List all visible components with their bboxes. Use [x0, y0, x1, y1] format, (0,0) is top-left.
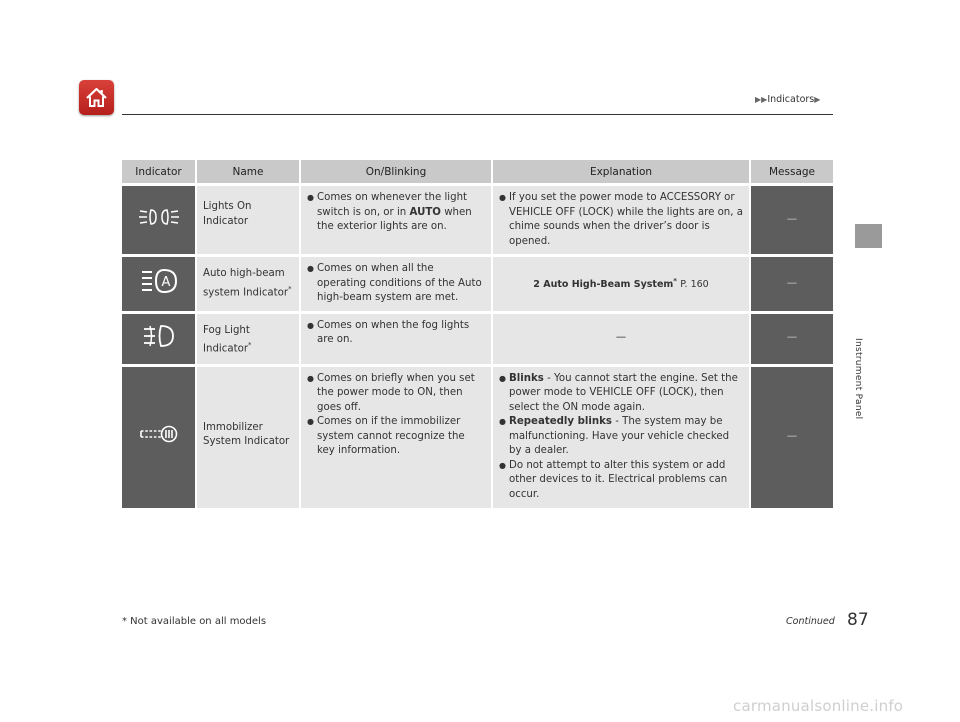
explanation-cell [491, 367, 749, 508]
indicator-name [195, 257, 299, 311]
home-button[interactable] [79, 80, 114, 115]
indicator-name: Lights On Indicator [195, 186, 299, 254]
indicator-cell [122, 186, 195, 254]
footnote-mark: * [673, 277, 677, 285]
table-row [122, 186, 833, 254]
on-blinking-item [307, 191, 485, 235]
on-blinking-item: ● Comes on when all the operating conditions of the Auto high-beam system are met. [307, 262, 485, 306]
on-blinking-item: ● Comes on when the fog lights are on. [307, 319, 485, 348]
message-cell: — [749, 367, 833, 508]
xref-page: P. 160 [680, 279, 709, 291]
on-blinking-cell [299, 186, 491, 254]
indicator-cell [122, 314, 195, 364]
xref-text: Auto High-Beam System [543, 279, 674, 291]
col-header-explanation: Explanation [491, 160, 749, 183]
page-number: 87 [847, 610, 869, 630]
continued-label: Continued [786, 616, 835, 627]
message-cell: — [749, 314, 833, 364]
indicator-table [122, 157, 833, 511]
table-header-row [122, 160, 833, 183]
explanation-text: - The system may be malfunctioning. Have your vehicle checked by a dealer. [509, 416, 730, 456]
home-icon [84, 85, 109, 110]
explanation-cell [491, 186, 749, 254]
blinks-keyword: Blinks [509, 372, 544, 384]
explanation-item [499, 372, 743, 416]
xref-arrow-icon: 2 [533, 279, 540, 291]
explanation-cell: — [491, 314, 749, 364]
breadcrumb [755, 94, 820, 105]
on-text-end: when the exterior lights are on. [317, 206, 472, 232]
explanation-item: ● If you set the power mode to ACCESSORY or VEHICLE OFF (LOCK) while the lights are on, a chime sounds when the driver’s door is opened. [499, 191, 743, 249]
indicator-cell [122, 257, 195, 311]
footnote-mark: * [248, 341, 252, 349]
message-cell: — [749, 257, 833, 311]
table-row [122, 314, 833, 364]
col-header-message: Message [749, 160, 833, 183]
on-text: Comes on whenever the light switch is on, or in [317, 192, 468, 218]
explanation-item [499, 415, 743, 459]
footnote: * Not available on all models [122, 616, 267, 627]
lights-on-icon [138, 205, 180, 229]
indicator-cell [122, 367, 195, 508]
breadcrumb-arrows-icon: ▶▶ [755, 95, 768, 104]
table-row [122, 257, 833, 311]
message-cell: — [749, 186, 833, 254]
breadcrumb-link-indicators[interactable]: Indicators [767, 94, 815, 105]
auto-keyword: AUTO [409, 206, 441, 218]
on-blinking-cell [299, 257, 491, 311]
auto-high-beam-icon [139, 267, 179, 295]
explanation-item: ● Do not attempt to alter this system or add other devices to it. Electrical problems can occur. [499, 459, 743, 503]
on-blinking-item: ● Comes on if the immobilizer system cannot recognize the key information. [307, 415, 485, 459]
on-blinking-cell [299, 367, 491, 508]
col-header-indicator: Indicator [122, 160, 195, 183]
fog-light-icon [141, 322, 177, 350]
col-header-on-blinking: On/Blinking [299, 160, 491, 183]
on-blinking-item: ● Comes on briefly when you set the power mode to ON, then goes off. [307, 372, 485, 416]
indicator-name: Immobilizer System Indicator [195, 367, 299, 508]
repeatedly-blinks-keyword: Repeatedly blinks [509, 416, 612, 427]
explanation-cell [491, 257, 749, 311]
header-rule [122, 114, 833, 115]
explanation-text: - You cannot start the engine. Set the power mode to VEHICLE OFF (LOCK), then select the ON mode again. [509, 372, 738, 413]
col-header-name: Name [195, 160, 299, 183]
xref-link-auto-high-beam[interactable] [499, 274, 743, 293]
indicator-name-text: Fog Light Indicator [203, 324, 250, 355]
on-blinking-cell [299, 314, 491, 364]
breadcrumb-end-arrow-icon: ▶ [814, 95, 821, 104]
chapter-label: Instrument Panel [853, 338, 863, 420]
watermark: carmanualsonline.info [733, 697, 904, 715]
table-row [122, 367, 833, 508]
chapter-tab[interactable] [855, 224, 882, 248]
indicator-name-text: Auto high-beam system Indicator [203, 268, 289, 298]
immobilizer-icon [139, 423, 179, 445]
indicator-name [195, 314, 299, 364]
svg-text:A: A [161, 275, 170, 290]
footnote-mark: * [288, 284, 292, 293]
